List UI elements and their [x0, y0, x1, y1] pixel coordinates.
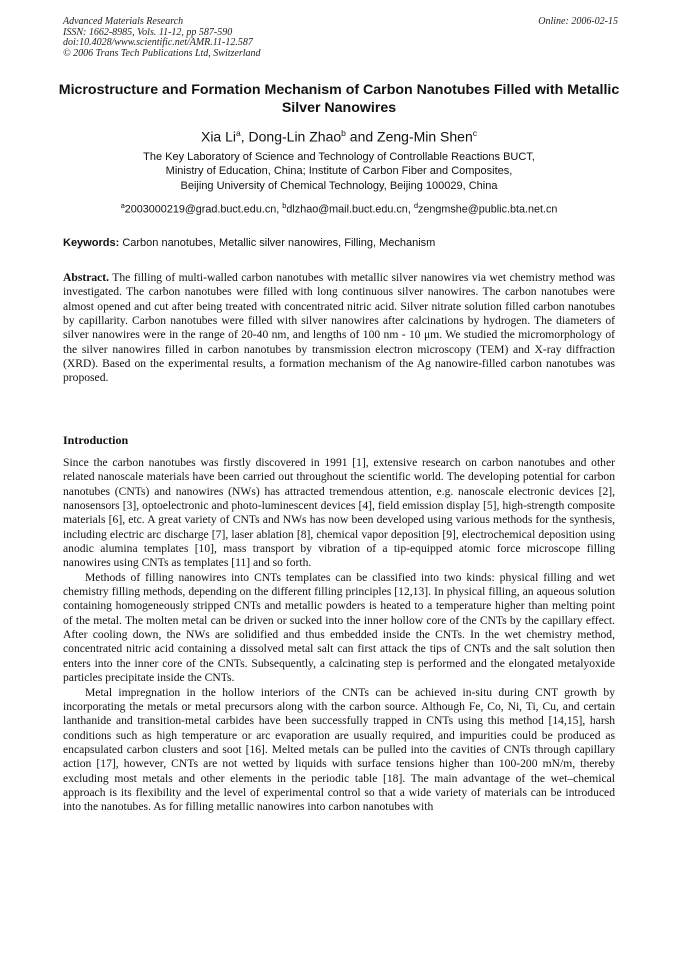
- author-separator: ,: [240, 128, 249, 145]
- affiliation: [40, 150, 638, 193]
- keywords-text: Carbon nanotubes, Metallic silver nanowires, Filling, Mechanism: [122, 237, 436, 249]
- introduction-body: [63, 456, 615, 815]
- author-and: and: [345, 128, 378, 145]
- email-superscript: a: [120, 201, 125, 210]
- body-paragraph: Methods of filling nanowires into CNTs templates can be classified into two kinds: physical filling and wet chemistry filling methods, depending on the different filling principles [12,13]. In physical filling, an aqueous solution containing homogeneously stripped CNTs and metallic powders is heated to a temperature higher than melting point of the metal. The molten metal can be driven or sucked into the inner hollow core of the CNTs by the capillary effect. After cooling down, the NWs are solidified and thus embedded inside the CNTs. In the wet chemistry method, concentrated nitric acid containing a dissolved metal salt can first attack the tips of CNTs and the salt solution then enters into the inner core of the CNTs. Subsequently, a calcinating step is performed and the elongated metalyoxide particles precipitate inside the CNTs.: [63, 570, 615, 685]
- email-superscript: b: [282, 201, 287, 210]
- author-superscript: b: [341, 128, 346, 138]
- abstract: [63, 271, 615, 386]
- abstract-label: Abstract.: [63, 271, 110, 284]
- paper-title: Microstructure and Formation Mechanism of Carbon Nanotubes Filled with Metallic Silver Nanowires: [58, 82, 620, 116]
- journal-doi: doi:10.4028/www.scientific.net/AMR.11-12.587: [63, 37, 253, 48]
- body-paragraph: Since the carbon nanotubes was firstly discovered in 1991 [1], extensive research on carbon nanotubes and other related nanoscale materials have been carried out throughout the scientific world. The developing potential for carbon nanotubes (CNTs) and nanowires (NWs) has attracted tremendous attention, e.g. nanoscale electronic devices [2], nanosensors [3], optoelectronic and photo-luminescent devices [4], field emission display [5], high-strength composite materials [6], etc. A great variety of CNTs and NWs has now been developed using various methods for the synthesis, including electric arc discharge [7], laser ablation [8], chemical vapor deposition [9], electrochemical deposition using anodic alumina templates [10], mass transport by vibration of a tip-equipped atomic force microscope filling nanowires using CNTs as templates [11] and so forth.: [63, 456, 615, 570]
- email-superscript: d: [413, 201, 418, 210]
- affiliation-line: Beijing University of Chemical Technology, Beijing 100029, China: [180, 179, 498, 192]
- abstract-text: The filling of multi-walled carbon nanotubes with metallic silver nanowires via wet chemistry method was investigated. The carbon nanotubes were filled with long continuous silver nanowires. The carbon nanotubes were almost opened and cut after being treated with concentrated nitric acid. Silver nitrate solution filled carbon nanotubes by capillarity. Carbon nanotubes were filled with silver nanowires after calcinations by hydrogen. The diameters of silver nanowires were in the range of 20-40 nm, and lengths of 100 nm - 10 μm. We studied the micromorphology of the silver nanowires filled in carbon nanotubes by transmission electron microscopy (TEM) and X-ray diffraction (XRD). Based on the experimental results, a formation mechanism of the Ag nanowire-filled carbon nanotubes was proposed.: [63, 271, 615, 385]
- journal-copyright: © 2006 Trans Tech Publications Ltd, Switzerland: [63, 47, 261, 59]
- author-name: Dong-Lin Zhao: [248, 128, 342, 145]
- email-address[interactable]: 2003000219@grad.buct.edu.cn: [124, 203, 277, 216]
- journal-header: [63, 17, 618, 59]
- online-date: Online: 2006-02-15: [538, 16, 618, 27]
- author-superscript: a: [236, 128, 241, 138]
- journal-issn: ISSN: 1662-8985, Vols. 11-12, pp 587-590: [63, 26, 233, 38]
- keywords: [63, 236, 618, 250]
- journal-name: Advanced Materials Research: [63, 16, 184, 27]
- email-address[interactable]: dlzhao@mail.buct.edu.cn: [286, 203, 408, 216]
- keywords-label: Keywords:: [63, 237, 120, 249]
- affiliation-line: The Key Laboratory of Science and Technology of Controllable Reactions BUCT,: [143, 151, 535, 163]
- author-superscript: c: [472, 128, 477, 138]
- author-emails: $^a$2003000219@grad.buct.edu.cn, $^b$dlzhao@mail.buct.edu.cn, $^d$zengmshe@public.bta.net.cn: [120, 201, 558, 216]
- affiliation-line: Ministry of Education, China; Institute of Carbon Fiber and Composites,: [165, 165, 513, 178]
- author-name: Zeng-Min Shen: [377, 128, 473, 145]
- author-list: [40, 125, 638, 146]
- author-name: Xia Li: [200, 128, 237, 145]
- body-paragraph: Metal impregnation in the hollow interiors of the CNTs can be achieved in-situ during CNT growth by incorporating the metals or metal precursors along with the carbon source. Although Fe, Co, Ni, Ti, Cu, and certain lanthanide and transition-metal carbides have been successfully trapped in CNTs using this method [14,15], harsh conditions such as high temperature or arc evaporation are usually required, and impurities could be produced as encapsulated carbon clusters and soot [16]. Melted metals can be pulled into the cavities of CNTs through capillary action [17], however, CNTs are not wetted by liquids with surface tensions higher than 100-200 mN/m, thereby excluding most metals and other elements in the periodic table [18]. The main advantage of the wet–chemical approach is its flexibility and the level of experimental control so that a wide variety of materials can be introduced into the nanotubes. As for filling metallic nanowires into carbon nanotubes with: [63, 685, 615, 814]
- email-address[interactable]: zengmshe@public.bta.net.cn: [417, 203, 558, 216]
- section-heading-introduction: Introduction: [63, 433, 129, 447]
